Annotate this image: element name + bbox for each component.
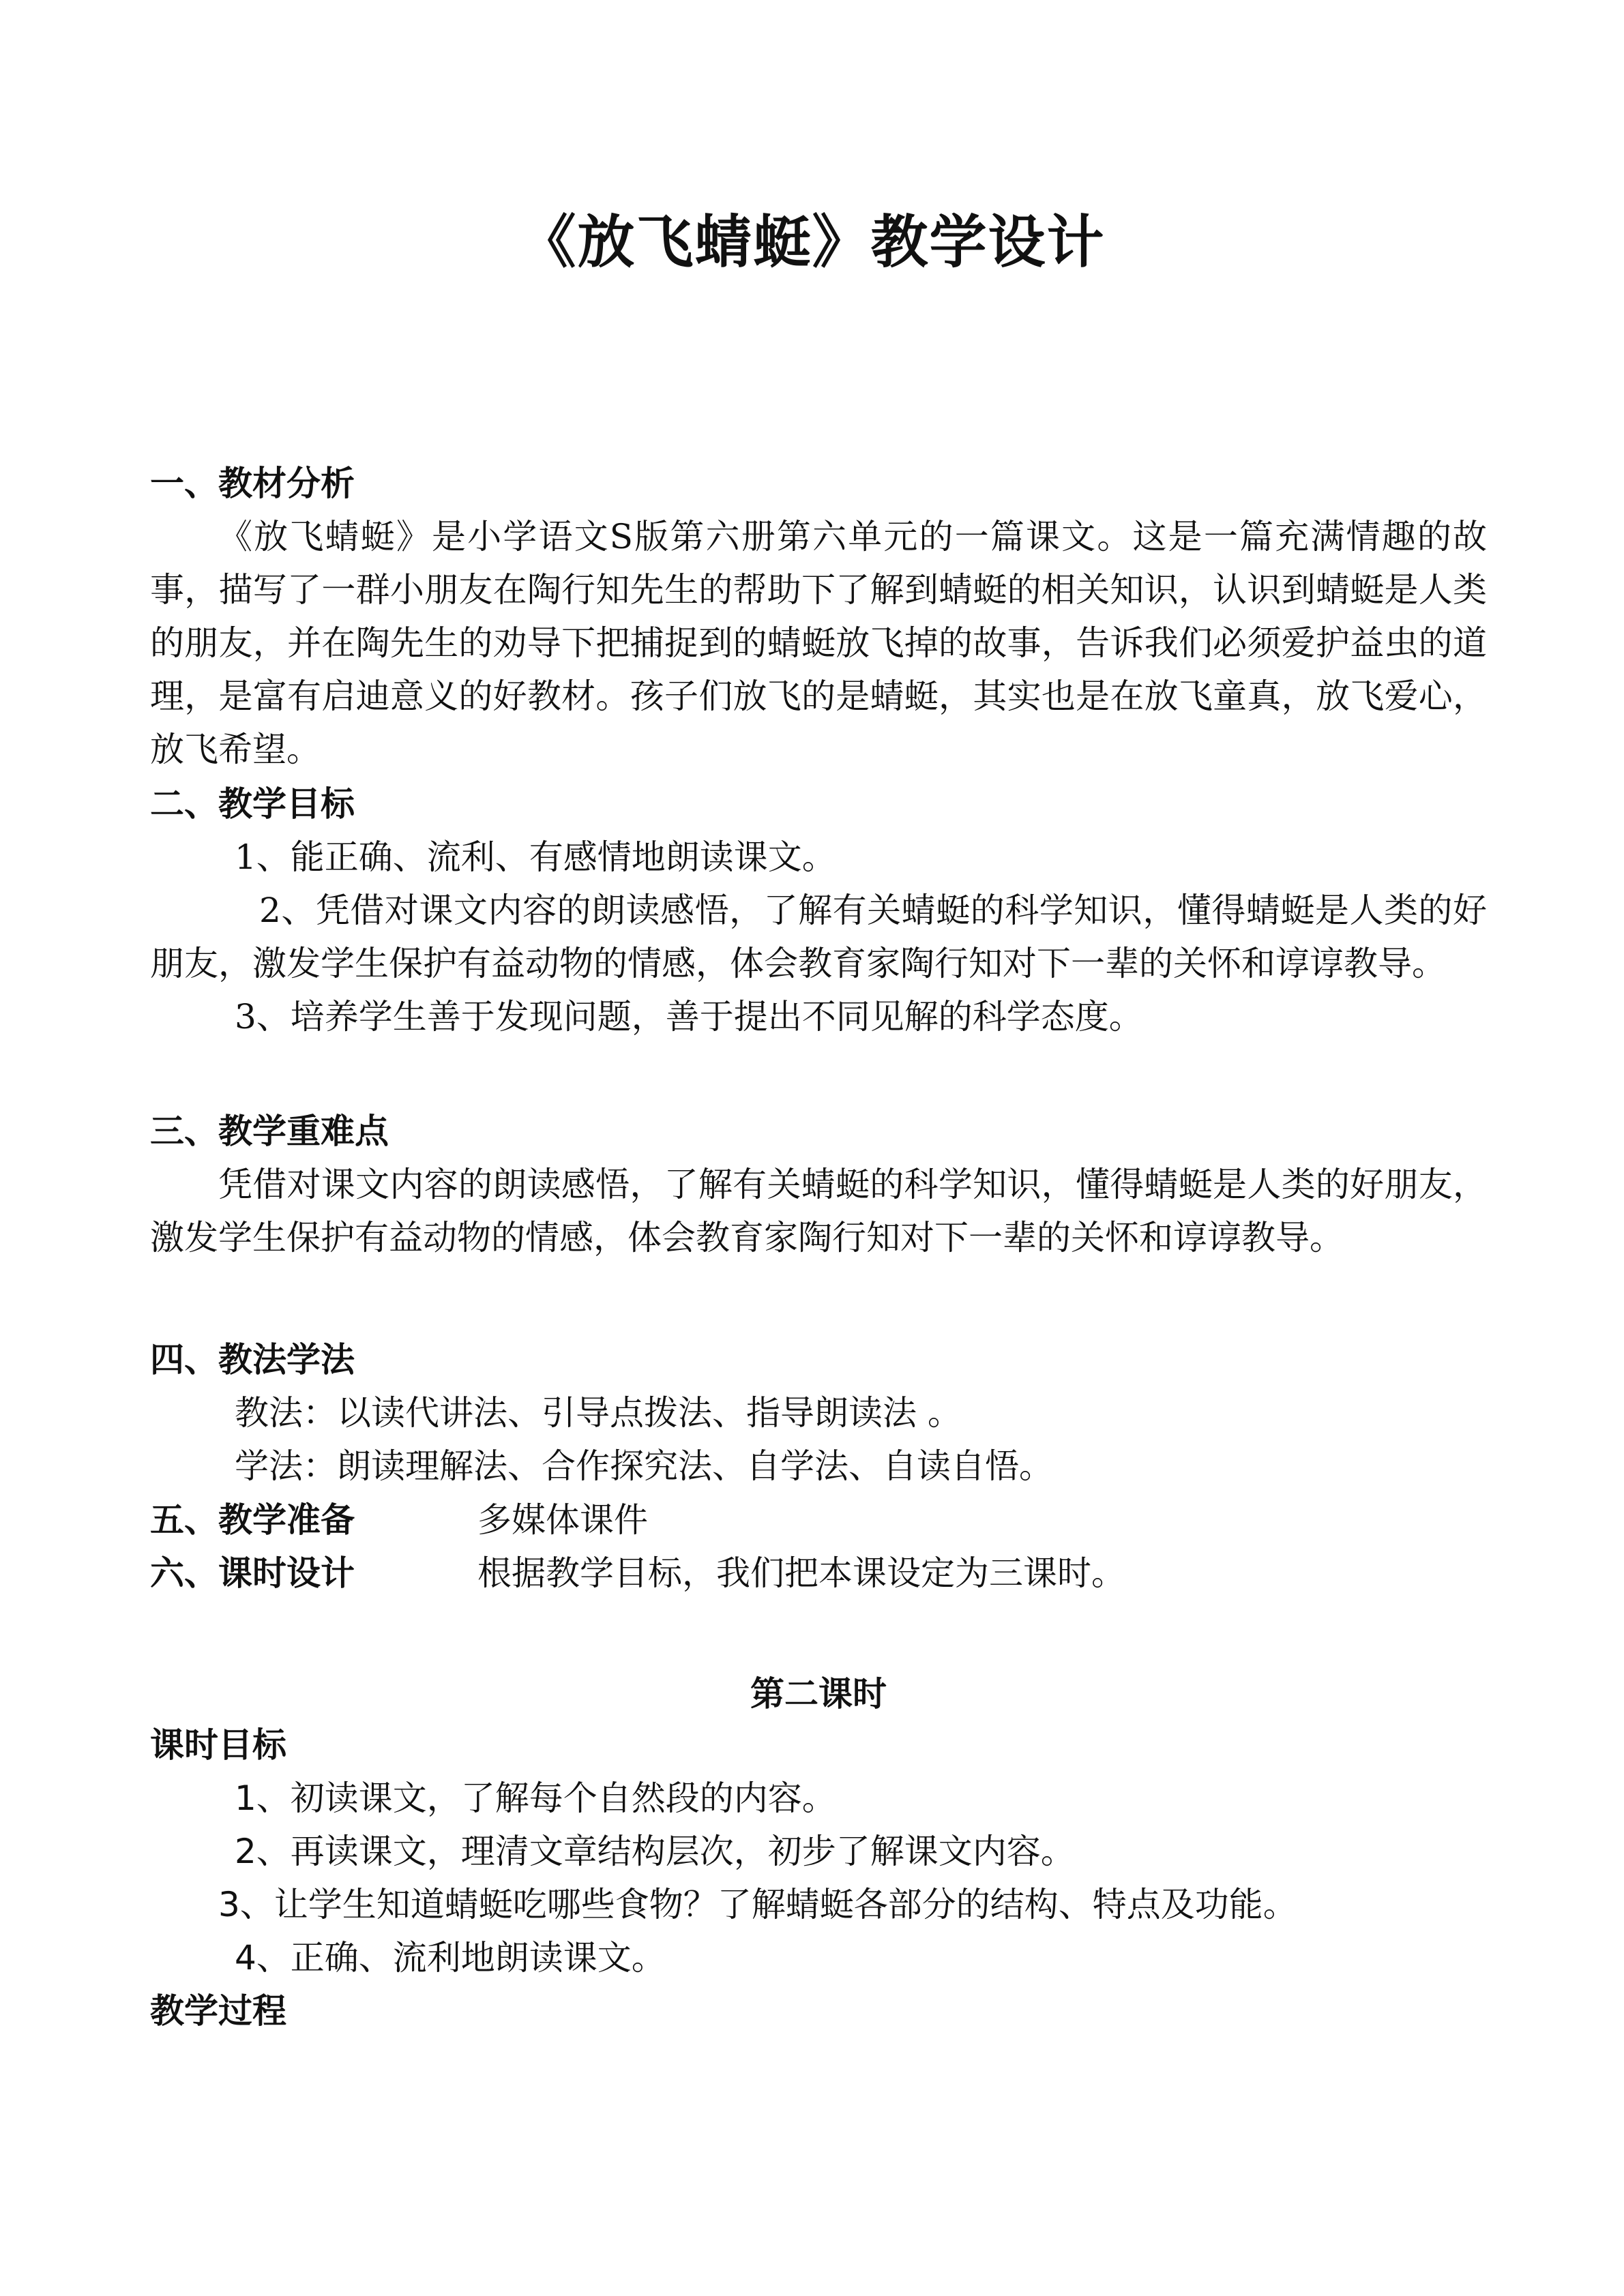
lesson-goals	[150, 1718, 1487, 2038]
lesson-goal-item: 2、再读课文，理清文章结构层次，初步了解课文内容。	[235, 1832, 1075, 1871]
lesson-heading-block	[150, 1667, 1487, 1720]
lesson-heading: 第二课时	[750, 1674, 887, 1714]
lesson-goal-item: 4、正确、流利地朗读课文。	[235, 1938, 666, 1978]
section-key-difficulties	[150, 1105, 1487, 1264]
section-heading: 一、教材分析	[150, 464, 355, 503]
section-lesson-design	[150, 1547, 1487, 1600]
section-methods	[150, 1333, 1487, 1493]
section-teaching-goals	[150, 777, 1487, 1043]
lesson-goal-item: 3、让学生知道蜻蜓吃哪些食物？了解蜻蜓各部分的结构、特点及功能。	[218, 1885, 1297, 1924]
section-text: 多媒体课件	[477, 1500, 648, 1540]
section-preparation	[150, 1493, 1487, 1547]
process-heading: 教学过程	[150, 1991, 286, 2031]
section-heading: 六、课时设计	[150, 1553, 355, 1593]
document-title: 《放飞蜻蜓》教学设计	[518, 209, 1106, 275]
goals-heading: 课时目标	[150, 1725, 286, 1765]
section-heading: 四、教法学法	[150, 1340, 355, 1380]
goal-item: 2、凭借对课文内容的朗读感悟，了解有关蜻蜓的科学知识，懂得蜻蜓是人类的好朋友，激发学生保护有益动物的情感，体会教育家陶行知对下一辈的关怀和谆谆教导。	[150, 891, 1487, 983]
section-heading: 五、教学准备	[150, 1500, 355, 1540]
section-material-analysis	[150, 457, 1487, 776]
lesson-goal-item: 1、初读课文，了解每个自然段的内容。	[235, 1778, 836, 1818]
goal-item: 1、能正确、流利、有感情地朗读课文。	[235, 837, 836, 877]
goal-item: 3、培养学生善于发现问题，善于提出不同见解的科学态度。	[235, 997, 1143, 1037]
section-heading: 二、教学目标	[150, 784, 355, 824]
section-paragraph: 《放飞蜻蜓》是小学语文S版第六册第六单元的一篇课文。这是一篇充满情趣的故事，描写了一群小朋友在陶行知先生的帮助下了解到蜻蜓的相关知识，认识到蜻蜓是人类的朋友，并在陶先生的劝导下把捕捉到的蜻蜓放飞掉的故事，告诉我们必须爱护益虫的道理，是富有启迪意义的好教材。孩子们放飞的是蜻蜓，其实也是在放飞童真，放飞爱心，放飞希望。	[150, 517, 1487, 769]
learning-method: 学法：朗读理解法、合作探究法、自学法、自读自悟。	[235, 1446, 1053, 1486]
teaching-method: 教法：以读代讲法、引导点拨法、指导朗读法 。	[235, 1393, 962, 1433]
section-heading: 三、教学重难点	[150, 1112, 389, 1151]
section-paragraph: 凭借对课文内容的朗读感悟，了解有关蜻蜓的科学知识，懂得蜻蜓是人类的好朋友，激发学生保护有益动物的情感，体会教育家陶行知对下一辈的关怀和谆谆教导。	[150, 1165, 1487, 1257]
section-text: 根据教学目标，我们把本课设定为三课时。	[477, 1553, 1125, 1593]
